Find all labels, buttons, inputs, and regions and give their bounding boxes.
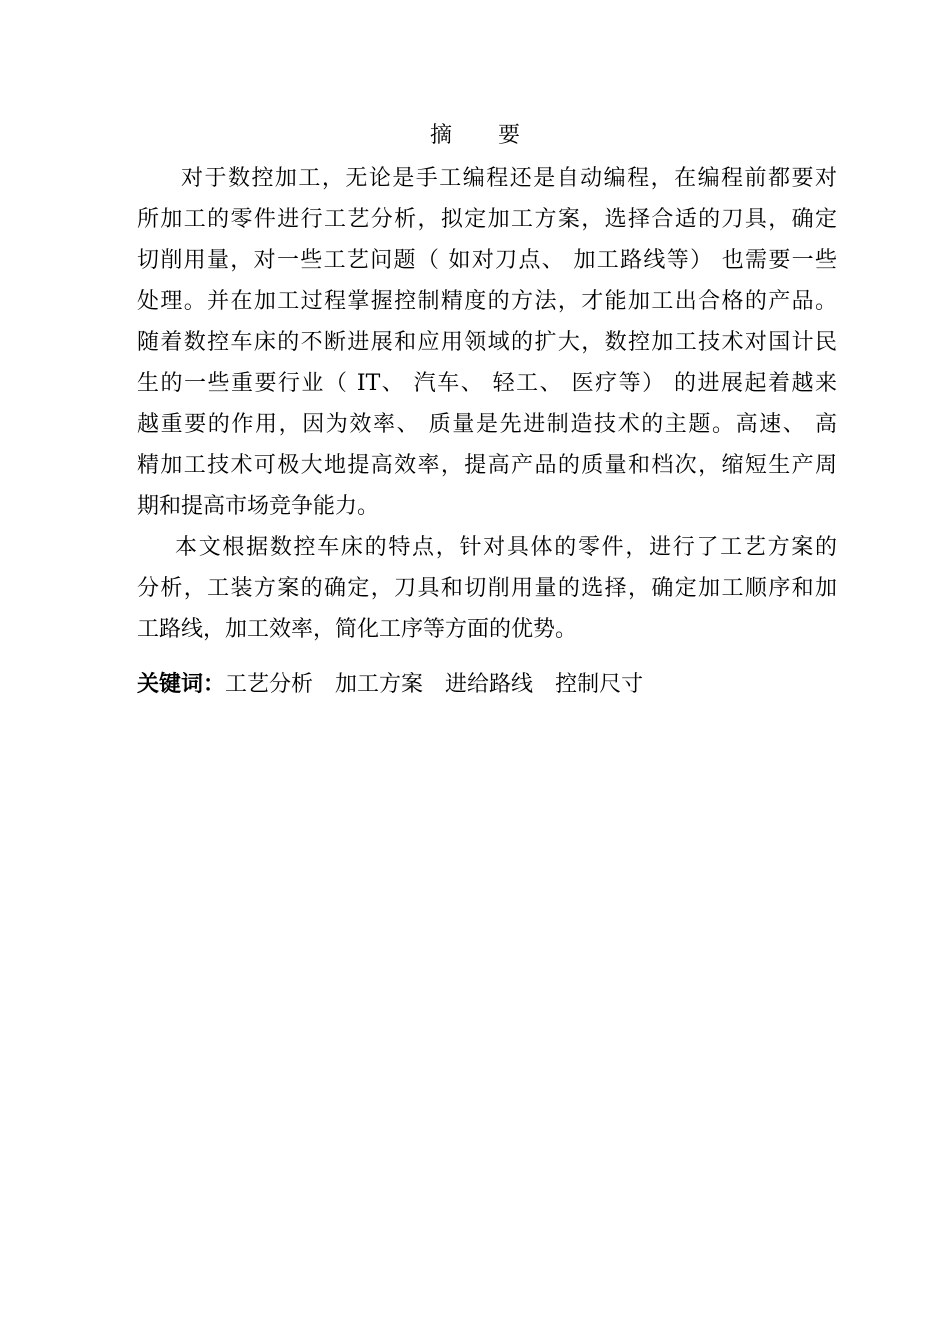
title-char-1: 摘 — [429, 123, 452, 148]
abstract-paragraph-2 — [137, 527, 837, 650]
paragraph-line: 所加工的零件进行工艺分析，拟定加工方案，选择合适的刀具，确定 — [137, 207, 837, 232]
paragraph-line: 期和提高市场竞争能力。 — [137, 494, 380, 519]
paragraph-line: 精加工技术可极大地提高效率，提高产品的质量和档次，缩短生产周 — [137, 453, 837, 478]
paragraph-line: 处理。并在加工过程掌握控制精度的方法，才能加工出合格的产品。 — [137, 289, 837, 314]
keywords-label: 关键词： — [137, 672, 226, 697]
abstract-paragraph-1 — [137, 158, 837, 527]
keywords-line — [137, 664, 665, 705]
paragraph-line: 工路线，加工效率，简化工序等方面的优势。 — [137, 617, 578, 642]
paragraph-line: 本文根据数控车床的特点，针对具体的零件，进行了工艺方案的 — [175, 535, 837, 560]
title-char-2: 要 — [498, 123, 521, 148]
paragraph-line: 越重要的作用，因为效率、 质量是先进制造技术的主题。高速、 高 — [137, 412, 837, 437]
paragraph-line: 随着数控车床的不断进展和应用领域的扩大，数控加工技术对国计民 — [137, 330, 837, 355]
keyword-item: 工艺分析 — [225, 672, 314, 697]
paragraph-line: 生的一些重要行业（ IT、 汽车、 轻工、 医疗等） 的进展起着越来 — [137, 371, 837, 396]
paragraph-line: 对于数控加工，无论是手工编程还是自动编程，在编程前都要对 — [181, 166, 837, 191]
paragraph-line: 切削用量，对一些工艺问题（ 如对刀点、 加工路线等） 也需要一些 — [137, 248, 837, 273]
abstract-title — [0, 120, 950, 152]
keyword-item: 进给路线 — [445, 672, 534, 697]
keyword-item: 加工方案 — [335, 672, 424, 697]
paragraph-line: 分析，工装方案的确定，刀具和切削用量的选择，确定加工顺序和加 — [137, 576, 837, 601]
keyword-item: 控制尺寸 — [555, 672, 644, 697]
